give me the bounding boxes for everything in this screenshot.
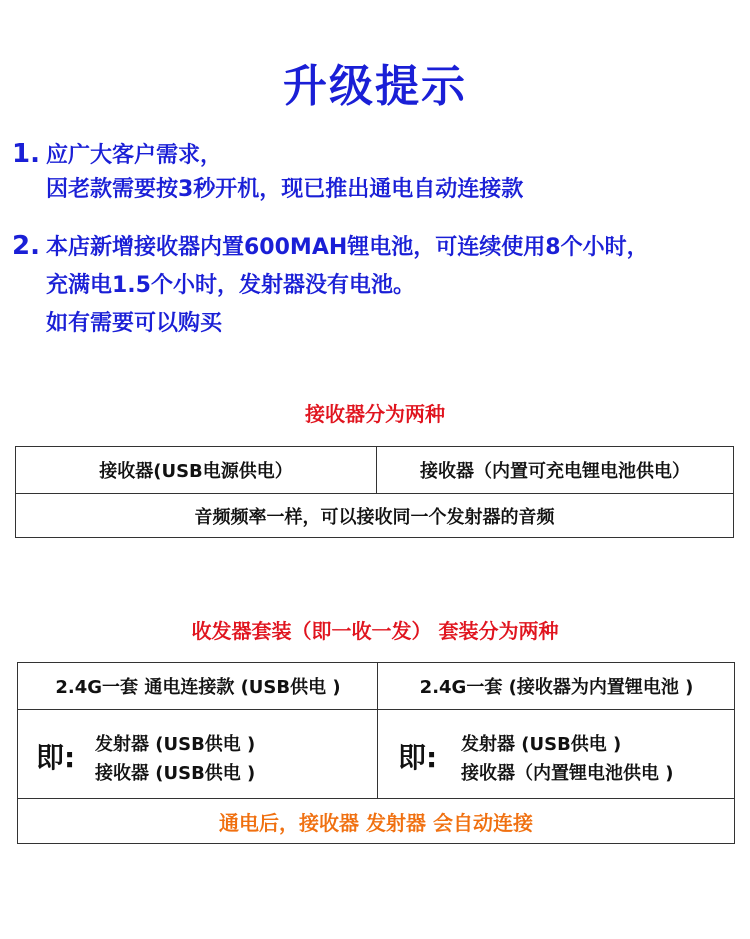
kit-battery-transmitter: 发射器 (USB供电 ) — [461, 734, 622, 755]
notice-1-line-2: 因老款需要按3秒开机，现已推出通电自动连接款 — [46, 177, 524, 202]
notice-2-continuation-1 — [46, 268, 415, 299]
notice-2 — [12, 230, 649, 261]
notice-1-continuation — [46, 172, 523, 203]
kit-auto-connect-note: 通电后，接收器 发射器 会自动连接 — [219, 810, 533, 835]
receiver-table — [15, 446, 734, 538]
kit-usb-transmitter: 发射器 (USB供电 ) — [95, 734, 256, 755]
notice-1 — [12, 138, 222, 169]
notice-1-line-1: 应广大客户需求， — [46, 143, 223, 168]
notice-2-number: 2. — [12, 231, 40, 261]
kit-table-divider-vertical — [377, 663, 378, 798]
kit-battery-header: 2.4G一套 (接收器为内置锂电池 ) — [419, 677, 694, 698]
kit-section-title: 收发器套装（即一收一发） 套装分为两种 — [191, 619, 559, 643]
kit-table — [17, 662, 735, 844]
kit-usb-receiver: 接收器 (USB供电 ) — [95, 763, 256, 784]
receiver-type-battery: 接收器（内置可充电锂电池供电） — [420, 461, 690, 482]
kit-usb-header: 2.4G一套 通电连接款 (USB供电 ) — [55, 677, 341, 698]
receiver-type-usb: 接收器(USB电源供电） — [99, 461, 293, 482]
kit-table-divider-1 — [18, 709, 734, 710]
receiver-section-title: 接收器分为两种 — [305, 402, 445, 426]
notice-2-line-3: 如有需要可以购买 — [46, 311, 223, 336]
receiver-frequency-note: 音频频率一样，可以接收同一个发射器的音频 — [194, 506, 555, 528]
kit-usb-ji-label: 即: — [36, 741, 76, 774]
kit-battery-receiver: 接收器（内置锂电池供电 ) — [461, 763, 674, 784]
page-title: 升级提示 — [283, 61, 467, 112]
notice-2-line-2: 充满电1.5个小时，发射器没有电池。 — [46, 273, 415, 298]
notice-2-continuation-2 — [46, 306, 222, 337]
notice-1-number: 1. — [12, 139, 40, 169]
kit-battery-ji-label: 即: — [398, 741, 438, 774]
notice-2-line-1: 本店新增接收器内置600MAH锂电池，可连续使用8个小时， — [46, 235, 649, 260]
